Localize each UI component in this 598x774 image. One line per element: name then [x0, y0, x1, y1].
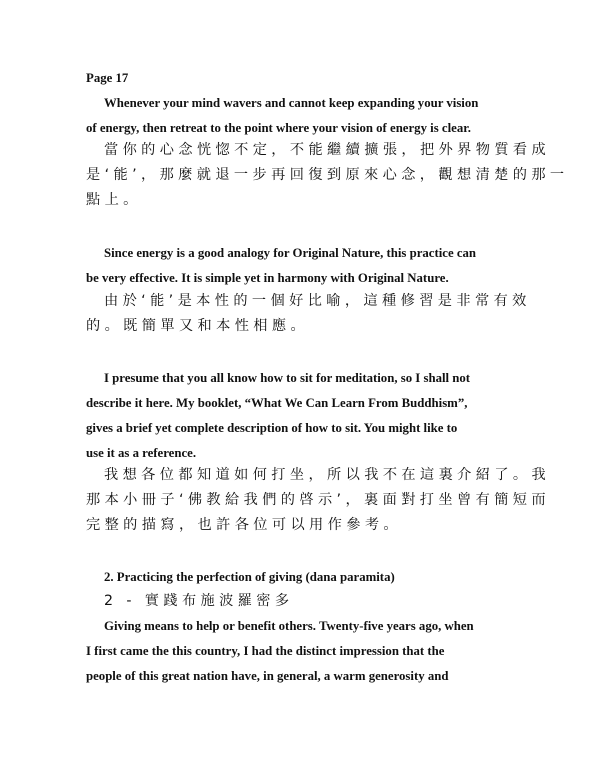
paragraph-zh-1 — [86, 138, 569, 213]
paragraph-line: I first came the this country, I had the distinct impression that the — [86, 644, 445, 658]
paragraph-line: Since energy is a good analogy for Original Nature, this practice can — [104, 246, 477, 260]
paragraph-en-2 — [86, 241, 518, 291]
paragraph-line: 是‘能’，那麼就退一步再回復到原來心念，觀想清楚的那一 — [86, 167, 569, 183]
section-heading-en: 2. Practicing the perfection of giving (dana paramita) — [104, 570, 395, 584]
paragraph-line: 點上。 — [86, 192, 142, 208]
paragraph-line: 我想各位都知道如何打坐，所以我不在這裏介紹了。我 — [104, 467, 551, 483]
paragraph-line: 當你的心念恍惚不定，不能繼續擴張，把外界物質看成 — [104, 142, 551, 158]
paragraph-zh-3 — [86, 463, 551, 538]
paragraph-line: I presume that you all know how to sit for meditation, so I shall not — [104, 371, 471, 385]
paragraph-line: be very effective. It is simple yet in harmony with Original Nature. — [86, 271, 449, 285]
paragraph-line: 由於‘能’是本性的一個好比喻，這種修習是非常有效 — [104, 293, 531, 309]
paragraph-en-1 — [86, 91, 518, 141]
paragraph-line: gives a brief yet complete description of how to sit. You might like to — [86, 421, 458, 435]
paragraph-line: of energy, then retreat to the point where your vision of energy is clear. — [86, 121, 471, 135]
paragraph-line: Giving means to help or benefit others. Twenty-five years ago, when — [104, 619, 474, 633]
page-label: Page 17 — [86, 71, 129, 85]
section-heading-zh: 2 - 實踐布施波羅密多 — [104, 593, 294, 609]
paragraph-en-4 — [86, 614, 518, 689]
paragraph-line: Whenever your mind wavers and cannot keep expanding your vision — [104, 96, 479, 110]
paragraph-line: use it as a reference. — [86, 446, 197, 460]
paragraph-line: 那本小冊子‘佛教給我們的啓示’，裏面對打坐曾有簡短而 — [86, 492, 550, 508]
paragraph-line: 完整的描寫，也許各位可以用作參考。 — [86, 517, 402, 533]
paragraph-line: people of this great nation have, in general, a warm generosity and — [86, 669, 449, 683]
paragraph-line: 的。既簡單又和本性相應。 — [86, 318, 310, 334]
paragraph-en-3 — [86, 366, 518, 466]
paragraph-zh-2 — [86, 289, 531, 339]
paragraph-line: describe it here. My booklet, “What We Can Learn From Buddhism”, — [86, 396, 468, 410]
